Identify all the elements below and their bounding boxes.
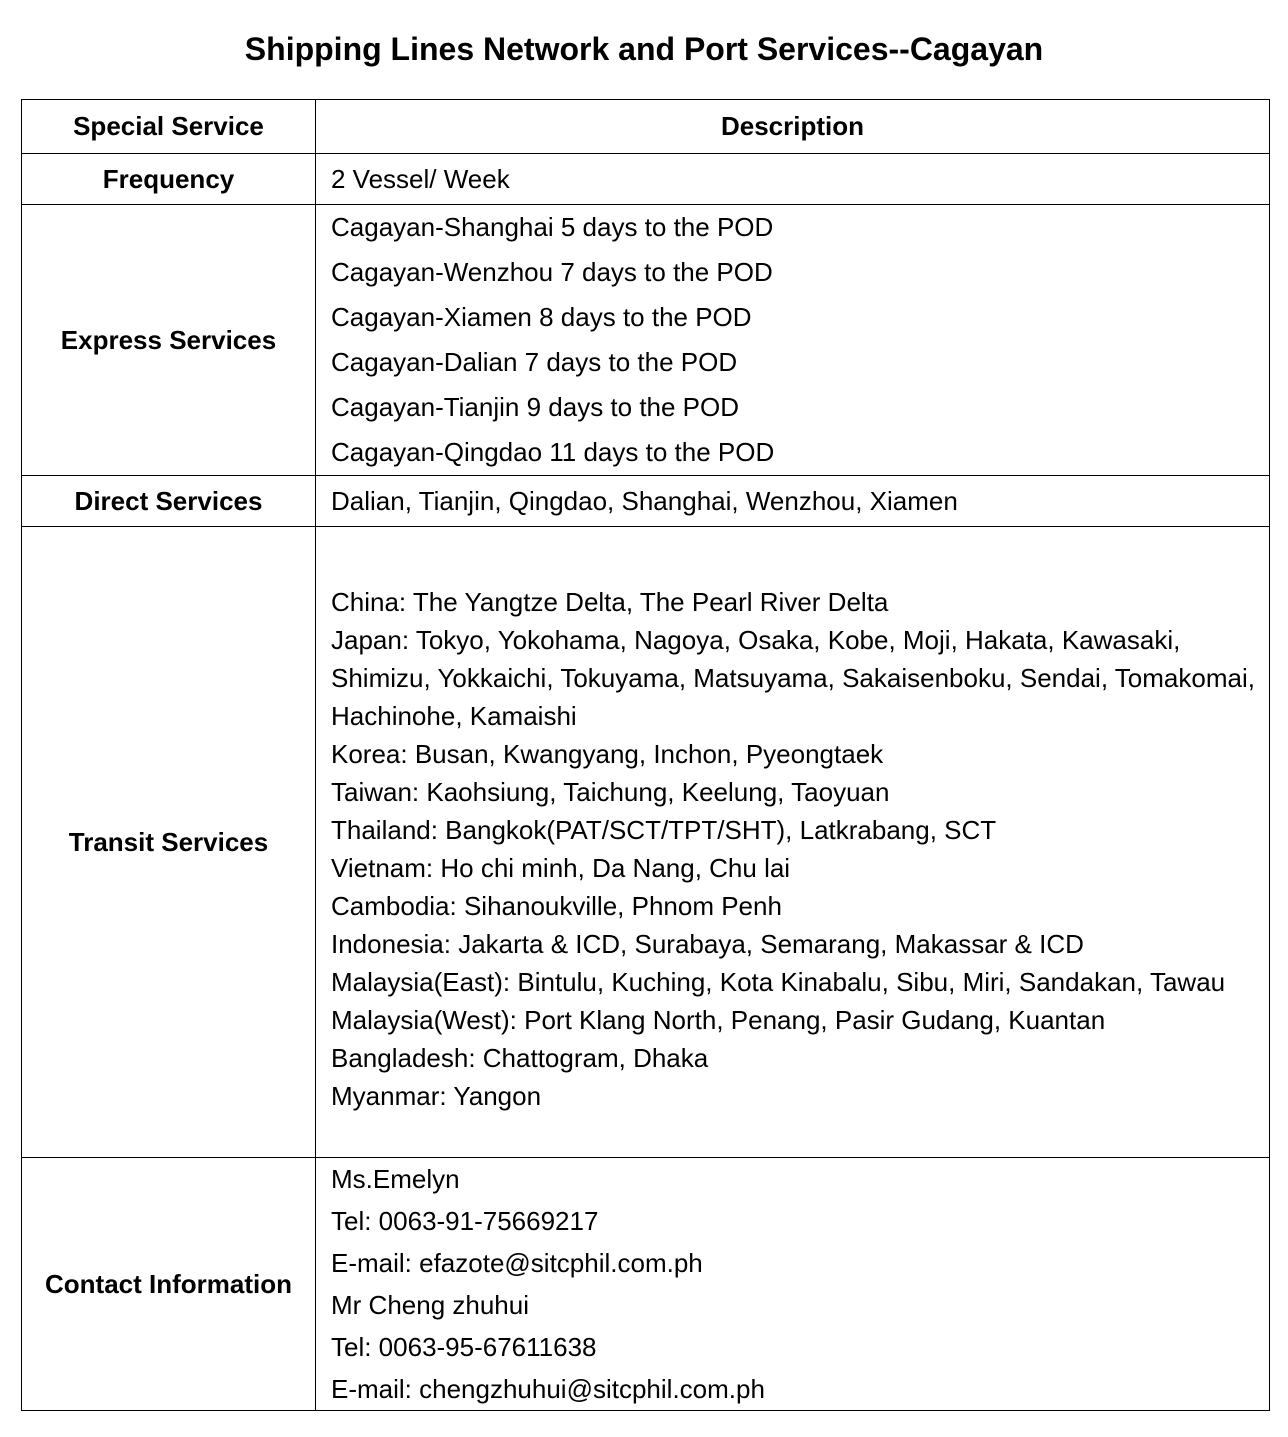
row-label-direct: Direct Services	[22, 476, 316, 527]
direct-ports: Dalian, Tianjin, Qingdao, Shanghai, Wenzhou, Xiamen	[331, 485, 958, 516]
transit-line-myanmar: Myanmar: Yangon	[331, 1081, 542, 1111]
transit-line-bangladesh: Bangladesh: Chattogram, Dhaka	[331, 1043, 709, 1073]
table-row-express	[22, 205, 1270, 476]
row-desc-contact	[316, 1158, 1270, 1411]
row-desc-express	[316, 205, 1270, 476]
row-label-frequency: Frequency	[22, 154, 316, 205]
contact-tel: Tel: 0063-95-67611638	[331, 1332, 597, 1362]
express-line: Cagayan-Wenzhou 7 days to the POD	[331, 257, 773, 287]
transit-line-malaysia-east: Malaysia(East): Bintulu, Kuching, Kota Kinabalu, Sibu, Miri, Sandakan, Tawau	[331, 967, 1226, 997]
row-label-contact: Contact Information	[22, 1158, 316, 1411]
transit-line-thailand: Thailand: Bangkok(PAT/SCT/TPT/SHT), Latkrabang, SCT	[331, 815, 997, 845]
contact-name: Mr Cheng zhuhui	[331, 1290, 529, 1320]
transit-line-vietnam: Vietnam: Ho chi minh, Da Nang, Chu lai	[331, 853, 791, 883]
contact-email: E-mail: efazote@sitcphil.com.ph	[331, 1248, 703, 1278]
services-table	[21, 99, 1270, 1411]
transit-line-malaysia-west: Malaysia(West): Port Klang North, Penang, Pasir Gudang, Kuantan	[331, 1005, 1106, 1035]
express-line: Cagayan-Qingdao 11 days to the POD	[331, 437, 775, 467]
express-line: Cagayan-Tianjin 9 days to the POD	[331, 392, 740, 422]
transit-line-japan: Japan: Tokyo, Yokohama, Nagoya, Osaka, Kobe, Moji, Hakata, Kawasaki, Shimizu, Yokkaichi, Tokuyama, Matsuyama, Sakaisenboku, Sendai, Tomakomai, Hachinohe, Kamaishi	[331, 625, 1255, 731]
express-line: Cagayan-Xiamen 8 days to the POD	[331, 302, 752, 332]
table-row-contact	[22, 1158, 1270, 1411]
express-line: Cagayan-Dalian 7 days to the POD	[331, 347, 738, 377]
contact-tel: Tel: 0063-91-75669217	[331, 1206, 599, 1236]
table-header-row	[22, 100, 1270, 154]
table-row-frequency	[22, 154, 1270, 205]
row-label-transit: Transit Services	[22, 527, 316, 1158]
page-title: Shipping Lines Network and Port Services--Cagayan	[244, 31, 1044, 67]
header-description: Description	[316, 100, 1270, 154]
express-line: Cagayan-Shanghai 5 days to the POD	[331, 212, 774, 242]
transit-line-indonesia: Indonesia: Jakarta & ICD, Surabaya, Semarang, Makassar & ICD	[331, 929, 1084, 959]
transit-line-taiwan: Taiwan: Kaohsiung, Taichung, Keelung, Taoyuan	[331, 777, 890, 807]
transit-line-cambodia: Cambodia: Sihanoukville, Phnom Penh	[331, 891, 782, 921]
table-row-direct	[22, 476, 1270, 527]
transit-line-korea: Korea: Busan, Kwangyang, Inchon, Pyeongtaek	[331, 739, 884, 769]
transit-line-china: China: The Yangtze Delta, The Pearl River Delta	[331, 587, 889, 617]
row-desc-transit	[316, 527, 1270, 1158]
contact-name: Ms.Emelyn	[331, 1164, 460, 1194]
row-label-express: Express Services	[22, 205, 316, 476]
contact-email: E-mail: chengzhuhui@sitcphil.com.ph	[331, 1374, 765, 1404]
row-desc-direct	[316, 476, 1270, 527]
frequency-value: 2 Vessel/ Week	[331, 163, 510, 194]
row-desc-frequency	[316, 154, 1270, 205]
table-row-transit	[22, 527, 1270, 1158]
header-special-service: Special Service	[22, 100, 316, 154]
